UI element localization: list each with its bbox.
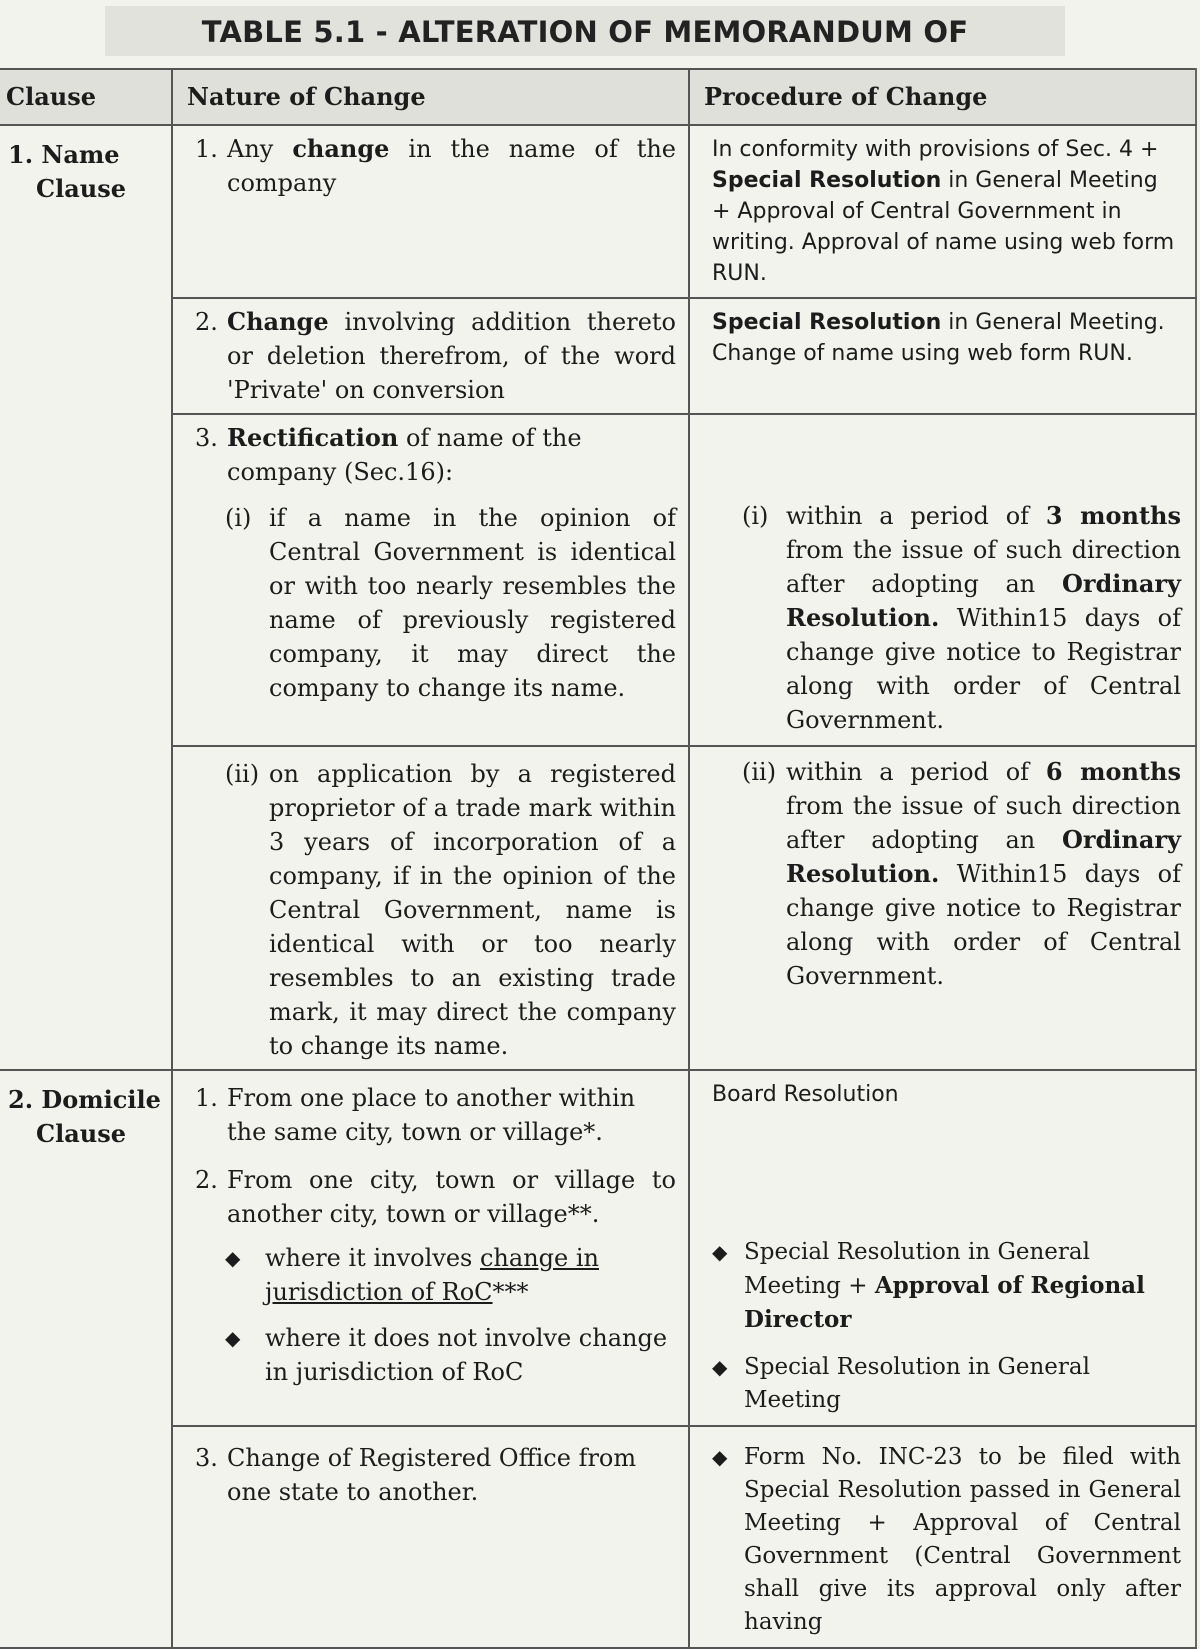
procedure-text: Special Resolution in General Meeting +	[744, 1239, 1090, 1299]
item-number: 1.	[195, 1084, 218, 1112]
sub-number: (i)	[742, 502, 769, 530]
nature-cell	[172, 298, 689, 414]
nature-text: if a name in the opinion of Central Government is identical or with too nearly resembles the name of previously registered company, it may direct the company to change its name.	[269, 504, 676, 702]
item-number: 3.	[195, 1444, 218, 1472]
bullet-icon: ◆	[712, 1240, 728, 1264]
item-number: 3.	[195, 424, 218, 452]
domicile-clause-cell	[0, 1070, 172, 1648]
procedure-bold: Ordinary Resolution.	[786, 825, 1181, 888]
nature-bold: Change	[227, 307, 329, 336]
nature-text: where it involves	[265, 1244, 480, 1272]
nature-text: on application by a registered proprietor of a trade mark within 3 years of incorporation of a company, if in the opinion of the Central Government, name is identical with or too nearly resembles to an existing trade mark, it may direct the company to change its name.	[269, 760, 676, 1060]
procedure-text: from the issue of such direction after adopting an	[786, 792, 1181, 854]
name-clause-cell	[0, 125, 172, 1070]
procedure-cell	[689, 1426, 1196, 1648]
nature-text: where it does not involve change in jurisdiction of RoC	[265, 1324, 668, 1386]
nature-text: From one city, town or village to another city, town or village**.	[227, 1166, 676, 1228]
procedure-cell	[689, 1070, 1196, 1426]
procedure-bold: Special Resolution	[712, 168, 942, 193]
item-number: 2.	[195, 308, 218, 336]
nature-text: involving addition thereto or deletion therefrom, of the word 'Private' on conversion	[227, 308, 676, 404]
table-row	[0, 298, 1196, 414]
procedure-text: in General Meeting. Change of name using web form RUN.	[712, 310, 1165, 366]
nature-header: Nature of Change	[172, 69, 689, 125]
nature-underlined: change in jurisdiction of RoC	[265, 1244, 599, 1306]
table-title: TABLE 5.1 - ALTERATION OF MEMORANDUM OF	[105, 6, 1065, 56]
procedure-bold: Approval of Regional Director	[744, 1272, 1145, 1333]
clause-header: Clause	[0, 69, 172, 125]
bullet-icon: ◆	[225, 1246, 241, 1270]
procedure-text: within a period of	[786, 758, 1046, 786]
procedure-text: Within15 days of change give notice to Registrar along with order of Central Government.	[786, 604, 1181, 734]
procedure-bold: Ordinary Resolution.	[786, 569, 1181, 632]
procedure-cell	[689, 746, 1196, 1070]
nature-cell	[172, 414, 689, 746]
nature-text: Change of Registered Office from one state to another.	[227, 1444, 637, 1506]
header-row	[0, 69, 1196, 125]
procedure-text: Form No. INC-23 to be filed with Special Resolution passed in General Meeting + Approval of Central Government (Central Government shall give its approval only after having	[744, 1444, 1181, 1635]
clause-number: 1. Name	[8, 140, 120, 169]
procedure-text: within a period of	[786, 502, 1046, 530]
table-row	[0, 414, 1196, 746]
nature-text: in the name of the company	[227, 135, 676, 197]
nature-cell	[172, 746, 689, 1070]
procedure-bold: Special Resolution	[712, 310, 942, 335]
nature-bold: change	[292, 134, 390, 163]
procedure-text: Special Resolution in General Meeting	[744, 1354, 1090, 1413]
nature-text: Any	[227, 135, 293, 163]
item-number: 2.	[195, 1166, 218, 1194]
table-row	[0, 1070, 1196, 1426]
sub-number: (i)	[225, 504, 252, 532]
nature-text: From one place to another within the same city, town or village*.	[227, 1084, 636, 1146]
procedure-text: Within15 days of change give notice to Registrar along with order of Central Government.	[786, 860, 1181, 990]
nature-text: ***	[492, 1278, 529, 1306]
table-row	[0, 125, 1196, 298]
table-row	[0, 746, 1196, 1070]
bullet-icon: ◆	[712, 1355, 728, 1379]
nature-cell	[172, 1426, 689, 1648]
bullet-icon: ◆	[712, 1445, 728, 1469]
bullet-icon: ◆	[225, 1326, 241, 1350]
procedure-text: in General Meeting + Approval of Central Government in writing. Approval of name using web form RUN.	[712, 168, 1175, 286]
item-number: 1.	[195, 135, 218, 163]
nature-cell	[172, 1070, 689, 1426]
procedure-bold: 3 months	[1045, 501, 1182, 530]
nature-cell	[172, 125, 689, 298]
procedure-header: Procedure of Change	[689, 69, 1196, 125]
nature-bold: Rectification	[227, 423, 399, 452]
clause-number: 2. Domicile	[8, 1085, 161, 1114]
procedure-bold: 6 months	[1045, 757, 1182, 786]
clause-label: Clause	[36, 1119, 126, 1148]
procedure-cell	[689, 125, 1196, 298]
procedure-cell	[689, 414, 1196, 746]
nature-text: of name of the company (Sec.16):	[227, 424, 582, 486]
procedure-cell	[689, 298, 1196, 414]
clause-label: Clause	[36, 174, 126, 203]
procedure-text: In conformity with provisions of Sec. 4 +	[712, 137, 1159, 162]
sub-number: (ii)	[742, 758, 777, 786]
table-row	[0, 1426, 1196, 1648]
procedure-text: from the issue of such direction after adopting an	[786, 536, 1181, 598]
procedure-text: Board Resolution	[712, 1082, 899, 1107]
alteration-table	[0, 68, 1197, 1649]
sub-number: (ii)	[225, 760, 260, 788]
